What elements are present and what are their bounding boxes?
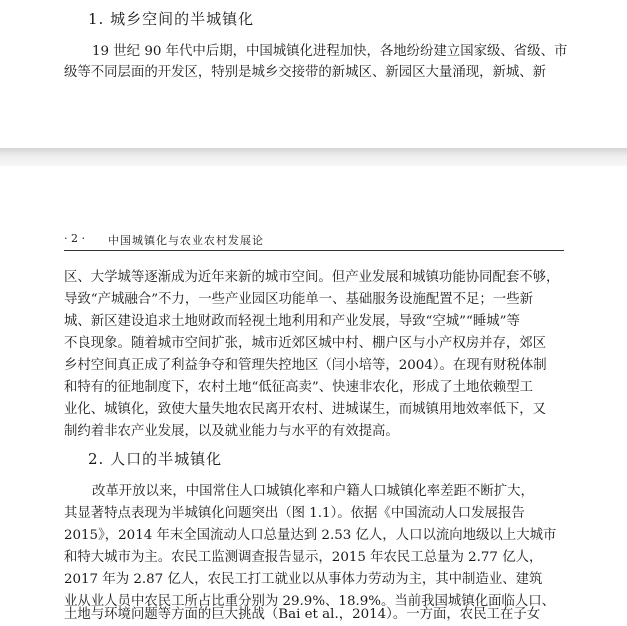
paragraph-line: 乡村空间真正成了利益争夺和管理失控地区（闫小培等，2004）。在现有财税体制 bbox=[64, 358, 547, 373]
page-separator bbox=[0, 148, 627, 166]
paragraph-line: 2015》，2014 年末全国流动人口总量达到 2.53 亿人，人口以流向地级以上大城市 bbox=[64, 528, 557, 543]
running-title: 中国城镇化与农业农村发展论 bbox=[108, 234, 264, 247]
paragraph-line: 和特大城市为主。农民工监测调查报告显示，2015 年农民工总量为 2.77 亿人， bbox=[64, 550, 543, 565]
running-header bbox=[64, 232, 564, 250]
paragraph-line: 2017 年为 2.87 亿人，农民工打工就业以从事体力劳动为主，其中制造业、建筑 bbox=[64, 572, 543, 587]
paragraph-line: 不良现象。随着城市空间扩张，城市近郊区城中村、棚户区与小产权房并存，郊区 bbox=[64, 336, 547, 351]
paragraph-line: 业化、城镇化，致使大量失地农民离开农村、进城谋生，而城镇用地效率低下，又 bbox=[64, 402, 547, 417]
paragraph-line: 改革开放以来，中国常住人口城镇化率和户籍人口城镇化率差距不断扩大， bbox=[92, 484, 534, 499]
paragraph-line: 制约着非农产业发展，以及就业能力与水平的有效提高。 bbox=[64, 424, 399, 439]
paragraph-line: 19 世纪 90 年代中后期，中国城镇化进程加快，各地纷纷建立国家级、省级、市 bbox=[92, 44, 568, 59]
header-rule bbox=[64, 250, 564, 251]
paragraph-line: 其显著特点表现为半城镇化问题突出（图 1.1）。依据《中国流动人口发展报告 bbox=[64, 506, 525, 521]
paragraph-line: 城、新区建设追求土地财政而轻视土地利用和产业发展，导致“空城”“睡城”等 bbox=[64, 314, 520, 329]
section-heading-1: 1. 城乡空间的半城镇化 bbox=[88, 10, 255, 28]
paragraph-line: 土地与环境问题等方面的巨大挑战（Bai et al.，2014）。一方面，农民工在子女 bbox=[64, 607, 541, 622]
paragraph-line: 级等不同层面的开发区，特别是城乡交接带的新城区、新园区大量涌现，新城、新 bbox=[64, 65, 547, 80]
paragraph-line: 业从业人员中农民工所占比重分别为 29.9%、18.9%。当前我国城镇化面临人口、 bbox=[64, 594, 556, 609]
paragraph-line: 导致“产城融合”不力，一些产业园区功能单一、基础服务设施配置不足；一些新 bbox=[64, 292, 533, 307]
paragraph-line: 区、大学城等逐渐成为近年来新的城市空间。但产业发展和城镇功能协同配套不够， bbox=[64, 270, 560, 285]
section-heading-2: 2. 人口的半城镇化 bbox=[88, 450, 223, 468]
paragraph-line: 和特有的征地制度下，农村土地“低征高卖”、快速非农化，形成了土地依赖型工 bbox=[64, 380, 533, 395]
page-number: · 2 · bbox=[64, 232, 85, 245]
